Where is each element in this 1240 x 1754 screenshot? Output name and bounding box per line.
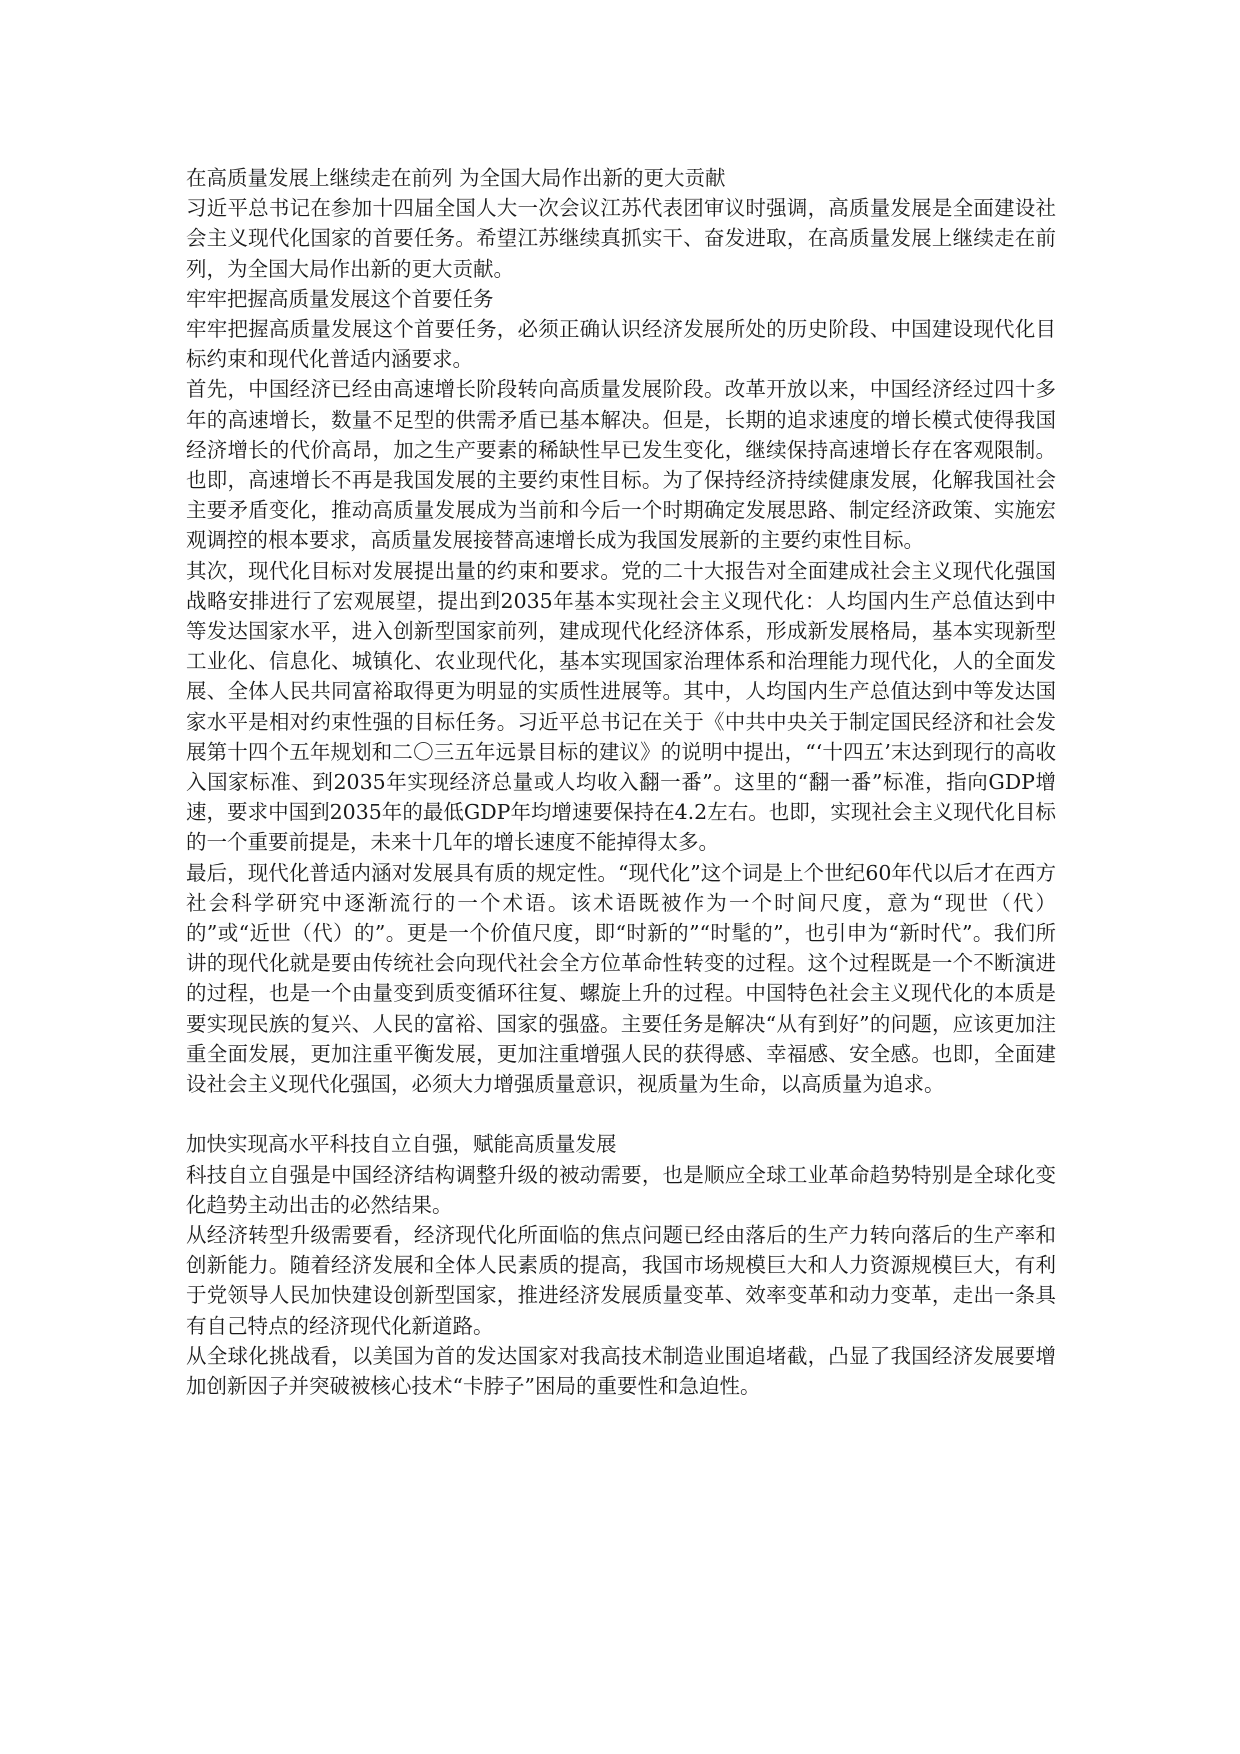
- document-body: [186, 163, 1056, 1401]
- body-paragraph: 从全球化挑战看，以美国为首的发达国家对我高技术制造业围追堵截，凸显了我国经济发展要增加创新因子并突破被核心技术“卡脖子”困局的重要性和急迫性。: [186, 1343, 1056, 1398]
- body-paragraph: 牢牢把握高质量发展这个首要任务，必须正确认识经济发展所处的历史阶段、中国建设现代化目标约束和现代化普适内涵要求。: [186, 317, 1056, 372]
- body-paragraph: 最后，现代化普适内涵对发展具有质的规定性。“现代化”这个词是上个世纪60年代以后才在西方社会科学研究中逐渐流行的一个术语。该术语既被作为一个时间尺度，意为“现世（代）的”或“近世（代）的”。更是一个价值尺度，即“时新的”“时髦的”，也引申为“新时代”。我们所讲的现代化就是要由传统社会向现代社会全方位革命性转变的过程。这个过程既是一个不断演进的过程，也是一个由量变到质变循环往复、螺旋上升的过程。中国特色社会主义现代化的本质是要实现民族的复兴、人民的富裕、国家的强盛。主要任务是解决“从有到好”的问题，应该更加注重全面发展，更加注重平衡发展，更加注重增强人民的获得感、幸福感、安全感。也即，全面建设社会主义现代化强国，必须大力增强质量意识，视质量为生命，以高质量为追求。: [186, 860, 1056, 1097]
- body-paragraph: 首先，中国经济已经由高速增长阶段转向高质量发展阶段。改革开放以来，中国经济经过四十多年的高速增长，数量不足型的供需矛盾已基本解决。但是，长期的追求速度的增长模式使得我国经济增长的代价高昂，加之生产要素的稀缺性早已发生变化，继续保持高速增长存在客观限制。也即，高速增长不再是我国发展的主要约束性目标。为了保持经济持续健康发展，化解我国社会主要矛盾变化，推动高质量发展成为当前和今后一个时期确定发展思路、制定经济政策、实施宏观调控的根本要求，高质量发展接替高速增长成为我国发展新的主要约束性目标。: [186, 377, 1056, 553]
- section-heading-primary-task: 牢牢把握高质量发展这个首要任务: [186, 286, 494, 311]
- body-paragraph: 其次，现代化目标对发展提出量的约束和要求。党的二十大报告对全面建成社会主义现代化强国战略安排进行了宏观展望，提出到2035年基本实现社会主义现代化：人均国内生产总值达到中等发达国家水平，进入创新型国家前列，建成现代化经济体系，形成新发展格局，基本实现新型工业化、信息化、城镇化、农业现代化，基本实现国家治理体系和治理能力现代化，人的全面发展、全体人民共同富裕取得更为明显的实质性进展等。其中，人均国内生产总值达到中等发达国家水平是相对约束性强的目标任务。习近平总书记在关于《中共中央关于制定国民经济和社会发展第十四个五年规划和二〇三五年远景目标的建议》的说明中提出，“‘十四五’末达到现行的高收入国家标准、到2035年实现经济总量或人均收入翻一番”。这里的“翻一番”标准，指向GDP增速，要求中国到2035年的最低GDP年均增速要保持在4.2左右。也即，实现社会主义现代化目标的一个重要前提是，未来十几年的增长速度不能掉得太多。: [186, 558, 1056, 855]
- body-paragraph: 科技自立自强是中国经济结构调整升级的被动需要，也是顺应全球工业革命趋势特别是全球化变化趋势主动出击的必然结果。: [186, 1162, 1056, 1217]
- body-paragraph: 从经济转型升级需要看，经济现代化所面临的焦点问题已经由落后的生产力转向落后的生产率和创新能力。随着经济发展和全体人民素质的提高，我国市场规模巨大和人力资源规模巨大，有利于党领导人民加快建设创新型国家，推进经济发展质量变革、效率变革和动力变革，走出一条具有自己特点的经济现代化新道路。: [186, 1222, 1056, 1338]
- paragraph-gap: [186, 1099, 1056, 1129]
- document-title: 在高质量发展上继续走在前列 为全国大局作出新的更大贡献: [186, 166, 726, 190]
- intro-paragraph: 习近平总书记在参加十四届全国人大一次会议江苏代表团审议时强调，高质量发展是全面建设社会主义现代化国家的首要任务。希望江苏继续真抓实干、奋发进取，在高质量发展上继续走在前列，为全国大局作出新的更大贡献。: [186, 196, 1056, 281]
- section-heading-tech-self-reliance: 加快实现高水平科技自立自强，赋能高质量发展: [186, 1132, 617, 1157]
